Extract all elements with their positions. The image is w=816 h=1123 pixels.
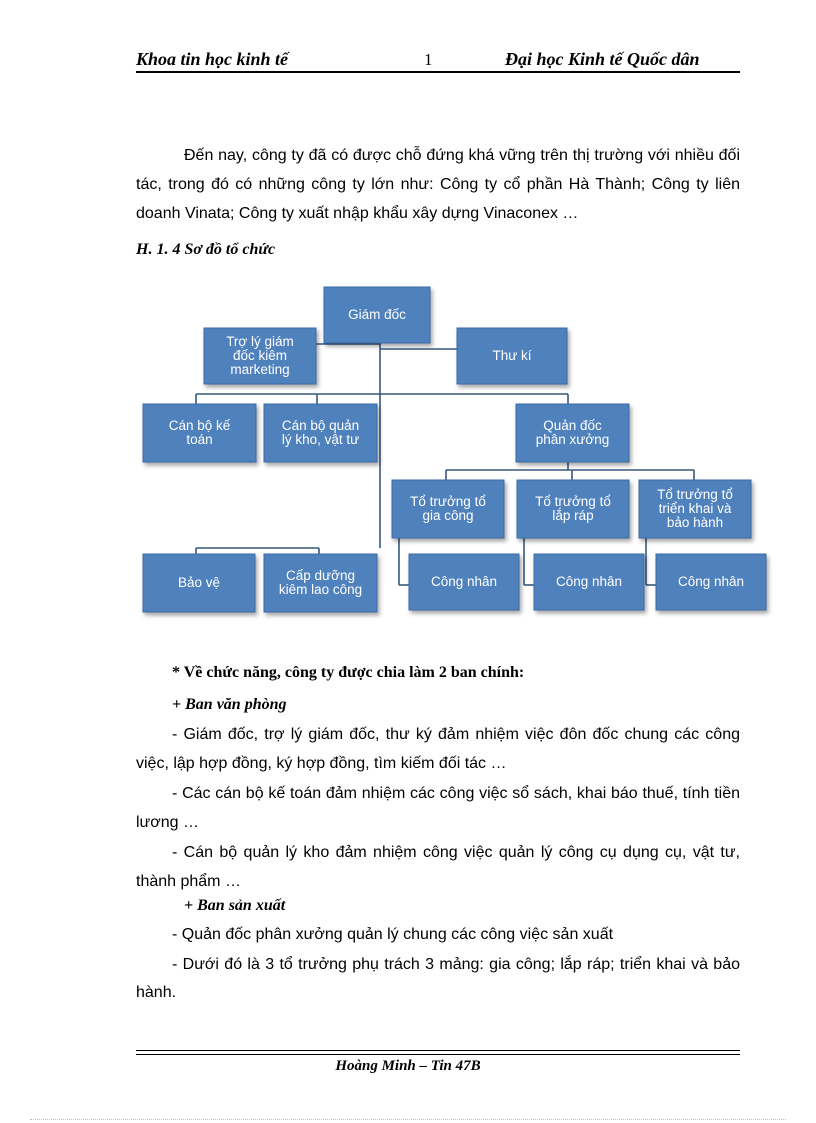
- office-item-3-line-1: - Cán bộ quản lý kho đảm nhiệm công việc quản lý công cụ dụng cụ, vật tư,: [172, 844, 740, 861]
- office-item-2-line-1: - Các cán bộ kế toán đảm nhiệm các công việc sổ sách, khai báo thuế, tính tiền: [172, 785, 740, 802]
- office-title: + Ban văn phòng: [172, 696, 287, 713]
- org-box-to-trien-khai: [639, 480, 751, 538]
- org-box-label: lý kho, vật tư: [281, 431, 360, 447]
- org-box-giam-doc: [324, 287, 430, 343]
- office-item-3-line-2: thành phẩm …: [136, 873, 241, 890]
- office-item-1-line-2: việc, lập hợp đồng, ký hợp đồng, tìm kiếm đối tác …: [136, 755, 507, 772]
- production-title: + Ban sản xuất: [184, 897, 286, 914]
- org-box-label: marketing: [230, 361, 290, 377]
- org-box-label: Tổ trưởng tổ: [535, 493, 611, 509]
- org-box-label: phân xưởng: [535, 431, 610, 447]
- org-chart-canvas: [134, 280, 774, 620]
- org-chart: [134, 280, 774, 620]
- org-box-ke-toan: [143, 404, 256, 462]
- page-number: 1: [424, 50, 433, 69]
- production-item-2-line-1: - Dưới đó là 3 tổ trưởng phụ trách 3 mảng: gia công; lắp ráp; triển khai và bảo: [172, 956, 740, 973]
- org-box-quan-doc: [516, 404, 629, 462]
- org-box-label: kiêm lao công: [278, 581, 363, 597]
- org-box-cong-nhan-3: [656, 554, 766, 610]
- org-box-tro-ly: [204, 328, 316, 384]
- org-box-label: Bảo vệ: [177, 574, 221, 590]
- org-box-label: Công nhân: [677, 573, 745, 589]
- org-box-label: triển khai và: [658, 500, 732, 516]
- org-box-label: Công nhân: [555, 573, 623, 589]
- org-box-label: Giám đốc: [348, 306, 406, 322]
- org-box-cong-nhan-2: [534, 554, 644, 610]
- org-box-label: bảo hành: [666, 514, 724, 530]
- org-box-label: Cấp dưỡng: [286, 567, 355, 583]
- org-box-to-gia-cong: [392, 480, 504, 538]
- page-bottom-edge: [30, 1119, 786, 1120]
- footer-rule-bottom: [136, 1054, 740, 1055]
- org-box-label: Tổ trưởng tổ: [657, 486, 733, 502]
- production-item-2-line-2: hành.: [136, 984, 177, 1001]
- office-item-2-line-2: lương …: [136, 814, 199, 831]
- section-title: H. 1. 4 Sơ đồ tổ chức: [136, 241, 276, 258]
- header-faculty: Khoa tin học kinh tế: [136, 49, 289, 69]
- org-box-label: Công nhân: [430, 573, 498, 589]
- header-rule: [136, 71, 740, 73]
- org-box-label: Cán bộ quản: [281, 417, 360, 433]
- org-box-label: gia công: [422, 507, 474, 523]
- org-box-to-lap-rap: [517, 480, 629, 538]
- footer-rule-top: [136, 1050, 740, 1051]
- org-box-label: Cán bộ kế: [168, 417, 231, 433]
- production-item-1: - Quản đốc phân xưởng quản lý chung các công việc sản xuất: [172, 926, 614, 943]
- functions-heading: * Về chức năng, công ty được chia làm 2 ban chính:: [172, 664, 525, 681]
- intro-paragraph: Đến nay, công ty đã có được chỗ đứng khá vững trên thị trường với nhiều đối tác, trong đó có những công ty lớn như: Công ty cổ phần Hà Thành; Công ty liên doanh Vinata; Công ty xuất nhập khẩu xây dựng Vinaconex …: [136, 147, 740, 222]
- org-box-label: lắp ráp: [552, 507, 594, 523]
- office-item-1-line-1: - Giám đốc, trợ lý giám đốc, thư ký đảm nhiệm việc đôn đốc chung các công: [172, 726, 740, 743]
- footer-author: Hoàng Minh – Tin 47B: [335, 1058, 481, 1074]
- org-box-label: đốc kiêm: [232, 347, 288, 363]
- org-box-quan-ly-kho: [264, 404, 377, 462]
- org-box-bao-ve: [143, 554, 255, 612]
- org-box-label: Tổ trưởng tổ: [410, 493, 486, 509]
- org-box-label: Thư kí: [492, 347, 532, 363]
- org-box-label: toán: [186, 431, 213, 447]
- org-box-label: Trợ lý giám: [226, 333, 294, 349]
- org-box-label: Quản đốc: [543, 417, 602, 433]
- functions-section: [136, 664, 740, 1004]
- org-box-cap-duong: [264, 554, 377, 612]
- org-box-thu-ki: [457, 328, 567, 384]
- org-box-cong-nhan-1: [409, 554, 519, 610]
- header-university: Đại học Kinh tế Quốc dân: [505, 49, 700, 69]
